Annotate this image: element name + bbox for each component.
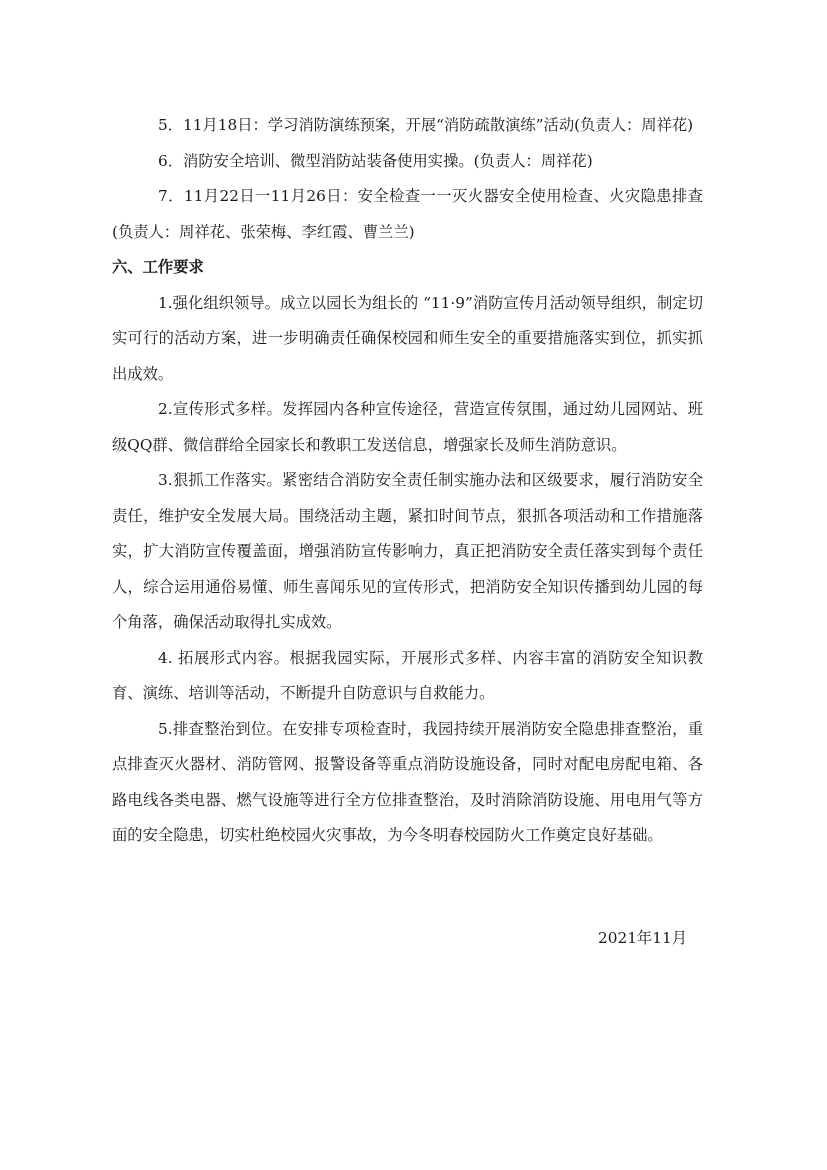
requirement-3: 3.狠抓工作落实。紧密结合消防安全责任制实施办法和区级要求，履行消防安全责任，维护安全发展大局。围绕活动主题，紧扣时间节点，狠抓各项活动和工作措施落实，扩大消防宣传覆盖面，增强消防宣传影响力，真正把消防安全责任落实到每个责任人，综合运用通俗易懂、师生喜闻乐见的宣传形式，把消防安全知识传播到幼儿园的每个角落，确保活动取得扎实成效。 — [112, 471, 703, 631]
activity-item-5: 5．11月18日：学习消防演练预案，开展“消防疏散演练”活动(负责人：周祥花) — [158, 116, 694, 134]
requirement-4: 4. 拓展形式内容。根据我园实际，开展形式多样、内容丰富的消防安全知识教育、演练、培训等活动，不断提升自防意识与自救能力。 — [112, 648, 703, 702]
activity-item-6: 6．消防安全培训、微型消防站装备使用实操。(负责人：周祥花) — [158, 151, 593, 170]
document-date: 2021年11月 — [598, 929, 687, 947]
activity-item-7: 7．11月22日一11月26日：安全检查一一灭火器安全使用检查、火灾隐患排查(负责人：周祥花、张荣梅、李红霞、曹兰兰) — [112, 187, 703, 241]
requirement-1: 1.强化组织领导。成立以园长为组长的 “11·9”消防宣传月活动领导组织，制定切实可行的活动方案，进一步明确责任确保校园和师生安全的重要措施落实到位，抓实抓出成效。 — [112, 293, 703, 383]
requirement-2: 2.宣传形式多样。发挥园内各种宣传途径，营造宣传氛围，通过幼儿园网站、班级QQ群、微信群给全园家长和教职工发送信息，增强家长及师生消防意识。 — [112, 400, 703, 454]
requirement-5: 5.排查整治到位。在安排专项检查时，我园持续开展消防安全隐患排查整治，重点排查灭火器材、消防管网、报警设备等重点消防设施设备，同时对配电房配电箱、各路电线各类电器、燃气设施等进行全方位排查整治，及时消除消防设施、用电用气等方面的安全隐患，切实杜绝校园火灾事故，为今冬明春校园防火工作奠定良好基础。 — [112, 719, 703, 844]
section-heading: 六、工作要求 — [112, 258, 204, 276]
